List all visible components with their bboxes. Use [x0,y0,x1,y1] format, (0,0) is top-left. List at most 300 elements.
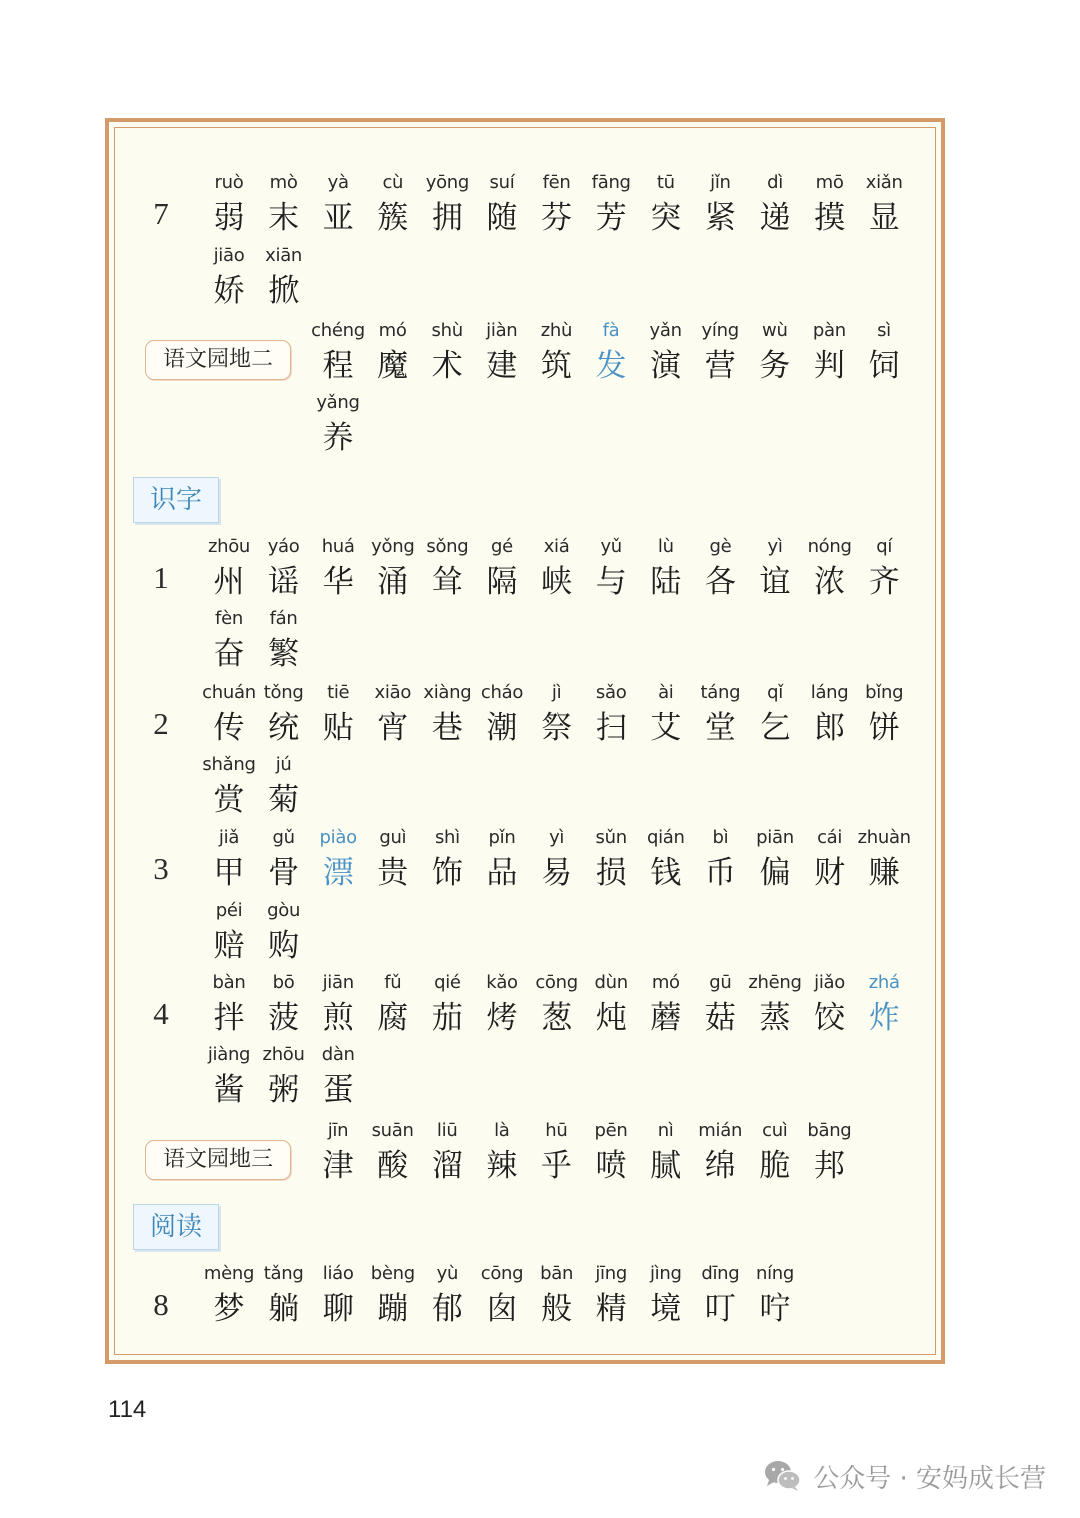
character-cell [583,1261,639,1331]
hanzi: 隔 [486,564,518,600]
pinyin: cù [382,172,404,193]
character-cell [692,534,748,604]
hanzi: 币 [704,855,736,891]
character-cell [419,825,475,895]
character-cell [638,825,694,895]
hanzi: 紧 [704,200,736,236]
hanzi: 郎 [814,710,846,746]
pinyin: jīng [595,1263,627,1284]
pinyin: shǎng [202,754,256,775]
hanzi: 茄 [431,1000,463,1036]
pinyin: sǔn [595,827,627,848]
pinyin: dì [767,172,783,193]
hanzi: 购 [268,928,300,964]
hanzi: 末 [268,200,300,236]
pinyin: nóng [807,536,852,557]
character-cell [528,1118,584,1188]
character-cell [529,534,585,604]
hanzi: 娇 [213,273,245,309]
pinyin: shù [431,320,463,341]
hanzi: 浓 [814,564,846,600]
character-cell [201,534,257,604]
hanzi: 巷 [431,710,463,746]
hanzi: 溜 [431,1148,463,1184]
pinyin: tǒng [263,682,304,703]
hanzi: 邦 [813,1148,845,1184]
hanzi: 煎 [322,1000,354,1036]
hanzi: 养 [322,420,354,456]
pinyin: yà [327,172,349,193]
pinyin: mó [651,972,680,993]
character-cell [310,1042,366,1112]
character-cell [365,680,421,750]
character-cell [310,170,366,240]
watermark [763,1456,1046,1496]
character-cell [365,1261,421,1331]
hanzi: 乎 [540,1148,572,1184]
pinyin: táng [700,682,741,703]
pinyin: bāng [807,1120,852,1141]
character-cell [310,825,366,895]
pinyin: bèng [370,1263,415,1284]
pinyin: cháo [480,682,524,703]
character-cell [747,318,803,388]
hanzi: 潮 [486,710,518,746]
section-tag-reading: 阅读 [133,1204,219,1250]
pinyin: cuì [762,1120,788,1141]
character-cell [529,970,585,1040]
pinyin: gū [709,972,732,993]
pinyin: jìng [649,1263,682,1284]
hanzi: 聊 [322,1291,354,1327]
hanzi: 饺 [814,1000,846,1036]
hanzi: 炸 [868,1000,900,1036]
character-cell [802,170,858,240]
character-cell [638,970,694,1040]
pinyin: nì [657,1120,674,1141]
hanzi: 弱 [213,200,245,236]
hanzi: 易 [541,855,573,891]
hanzi: 郁 [431,1291,463,1327]
character-cell [747,680,803,750]
character-cell [419,170,475,240]
hanzi: 骨 [268,855,300,891]
character-cell [419,1261,475,1331]
hanzi: 繁 [268,636,300,672]
character-cell [692,680,748,750]
pinyin: yǎng [316,392,360,413]
hanzi: 宵 [377,710,409,746]
character-cell [529,680,585,750]
pinyin: péi [215,900,243,921]
section-tag-literacy: 识字 [133,477,219,523]
character-cell [856,170,912,240]
hanzi: 亚 [322,200,354,236]
hanzi: 损 [595,855,627,891]
pinyin: mó [378,320,407,341]
character-cell [529,1261,585,1331]
character-cell [201,606,257,676]
pinyin: pēn [594,1120,628,1141]
character-cell [256,534,312,604]
character-cell [474,825,530,895]
hanzi: 囱 [486,1291,518,1327]
character-cell [474,1261,530,1331]
pinyin: là [494,1120,510,1141]
pinyin: cōng [535,972,578,993]
character-cell [528,318,584,388]
character-cell [856,534,912,604]
character-cell [802,825,858,895]
pinyin: jǐn [710,172,731,193]
character-cell [692,825,748,895]
hanzi: 炖 [595,1000,627,1036]
pinyin: jiān [322,972,354,993]
hanzi: 津 [322,1148,354,1184]
character-cell [474,318,530,388]
pinyin: sì [877,320,891,341]
pinyin: cái [817,827,843,848]
pinyin: yù [436,1263,459,1284]
character-cell [692,970,748,1040]
pinyin: zhēng [748,972,802,993]
character-cell [747,1118,803,1188]
lesson-number: 1 [153,560,169,595]
character-cell [365,825,421,895]
lesson-number: 2 [153,706,169,741]
character-cell [310,534,366,604]
hanzi: 饰 [431,855,463,891]
page-number: 114 [108,1396,147,1423]
pinyin: mò [269,172,298,193]
pinyin: qǐ [767,682,783,703]
hanzi: 判 [813,348,845,384]
pinyin: yíng [701,320,739,341]
hanzi: 咛 [759,1291,791,1327]
hanzi: 赚 [868,855,900,891]
pinyin: jì [551,682,562,703]
hanzi: 务 [759,348,791,384]
hanzi: 华 [322,564,354,600]
pinyin: fèn [215,608,243,629]
hanzi: 演 [650,348,682,384]
hanzi: 饼 [868,710,900,746]
pinyin: jiǎo [814,972,846,993]
pinyin: wù [762,320,788,341]
character-cell [201,680,257,750]
pinyin: tiē [327,682,350,703]
hanzi: 筑 [540,348,572,384]
hanzi: 躺 [268,1291,300,1327]
hanzi: 蒸 [759,1000,791,1036]
pinyin: jiǎ [218,827,240,848]
pinyin: hū [545,1120,568,1141]
pinyin: tū [656,172,675,193]
character-cell [747,970,803,1040]
character-cell [747,1261,803,1331]
hanzi: 建 [486,348,518,384]
hanzi: 般 [541,1291,573,1327]
character-cell [256,1261,312,1331]
hanzi: 芬 [541,200,573,236]
pinyin: gè [709,536,732,557]
pinyin: yǎn [649,320,682,341]
hanzi: 营 [704,348,736,384]
lesson-number: 7 [153,196,169,231]
hanzi: 发 [595,348,627,384]
hanzi: 奋 [213,636,245,672]
character-cell [201,970,257,1040]
hanzi: 梦 [213,1291,245,1327]
character-cell [256,606,312,676]
pinyin: yōng [425,172,470,193]
pinyin: zhù [540,320,573,341]
pinyin: chéng [311,320,365,341]
pinyin: pǐn [488,827,516,848]
pinyin: jiāo [213,245,245,266]
hanzi: 谣 [268,564,300,600]
pinyin: bō [272,972,295,993]
character-cell [583,170,639,240]
pinyin: liū [436,1120,458,1141]
hanzi: 财 [814,855,846,891]
character-cell [802,970,858,1040]
character-cell [692,318,748,388]
character-cell [583,1118,639,1188]
pinyin: dàn [321,1044,355,1065]
character-cell [419,318,475,388]
pinyin: piān [756,827,794,848]
pinyin: sǒng [426,536,469,557]
pinyin: suí [489,172,515,193]
hanzi: 贵 [377,855,409,891]
pinyin: xiāo [374,682,412,703]
hanzi: 菠 [268,1000,300,1036]
pinyin: zhōu [262,1044,305,1065]
pinyin: zhōu [207,536,251,557]
hanzi: 偏 [759,855,791,891]
character-cell [802,534,858,604]
hanzi: 脆 [759,1148,791,1184]
pinyin: fāng [591,172,631,193]
character-cell [856,825,912,895]
lesson-number: 8 [153,1287,169,1322]
hanzi: 拌 [213,1000,245,1036]
character-cell [474,534,530,604]
character-cell [256,243,312,313]
hanzi: 品 [486,855,518,891]
hanzi: 随 [486,200,518,236]
character-cell [419,534,475,604]
pinyin: bàn [212,972,246,993]
pinyin: ài [658,682,674,703]
hanzi: 赏 [213,782,245,818]
hanzi: 贴 [322,710,354,746]
hanzi: 程 [322,348,354,384]
character-cell [310,390,366,460]
pinyin: gé [491,536,513,557]
pinyin: bān [540,1263,574,1284]
character-cell [856,318,912,388]
character-cell [638,170,694,240]
hanzi: 涌 [377,564,409,600]
character-cell [365,970,421,1040]
hanzi: 耸 [431,564,463,600]
hanzi: 辣 [486,1148,518,1184]
hanzi: 拥 [431,200,463,236]
pinyin: yáo [267,536,300,557]
character-cell [419,970,475,1040]
hanzi: 州 [213,564,245,600]
character-cell [365,1118,421,1188]
character-cell [801,1118,857,1188]
character-cell [583,318,639,388]
pinyin: qián [646,827,685,848]
pinyin: bǐng [865,682,904,703]
hanzi: 簇 [377,200,409,236]
hanzi: 突 [650,200,682,236]
pinyin: pàn [812,320,846,341]
pinyin: kǎo [486,972,518,993]
pinyin: xiàng [423,682,472,703]
hanzi: 与 [595,564,627,600]
character-cell [529,825,585,895]
hanzi: 菊 [268,782,300,818]
character-cell [474,170,530,240]
character-cell [256,825,312,895]
character-cell [856,680,912,750]
pinyin: mèng [203,1263,255,1284]
hanzi: 酱 [213,1072,245,1108]
hanzi: 钱 [650,855,682,891]
character-cell [474,970,530,1040]
character-cell [201,752,257,822]
hanzi: 烤 [486,1000,518,1036]
pinyin: piào [319,827,357,848]
hanzi: 蛋 [322,1072,354,1108]
wechat-icon [763,1459,803,1493]
hanzi: 腻 [650,1148,682,1184]
pinyin: lù [657,536,674,557]
pinyin: yì [767,536,783,557]
character-cell [310,1261,366,1331]
pinyin: fǔ [384,972,402,993]
garden-tag: 语文园地二 [145,340,291,380]
character-cell [419,680,475,750]
character-cell [365,170,421,240]
pinyin: dùn [594,972,628,993]
hanzi: 境 [650,1291,682,1327]
character-cell [310,318,366,388]
character-cell [692,170,748,240]
pinyin: huá [321,536,355,557]
character-cell [201,1042,257,1112]
hanzi: 粥 [268,1072,300,1108]
character-cell [474,680,530,750]
pinyin: zhá [868,972,900,993]
pinyin: gòu [267,900,301,921]
pinyin: zhuàn [857,827,911,848]
character-cell [201,170,257,240]
garden-tag: 语文园地三 [145,1140,291,1180]
pinyin: cōng [480,1263,524,1284]
pinyin: fà [602,320,620,341]
character-cell [201,825,257,895]
watermark-text: 公众号 · 安妈成长营 [813,1463,1046,1494]
pinyin: tǎng [263,1263,304,1284]
pinyin: xiǎn [865,172,903,193]
pinyin: xiān [265,245,303,266]
pinyin: jīn [327,1120,349,1141]
pinyin: dīng [701,1263,740,1284]
hanzi: 芳 [595,200,627,236]
hanzi: 祭 [541,710,573,746]
pinyin: láng [810,682,849,703]
pinyin: jiàng [207,1044,251,1065]
character-cell [856,970,912,1040]
pinyin: guì [379,827,407,848]
character-cell [256,898,312,968]
hanzi: 叮 [704,1291,736,1327]
hanzi: 各 [704,564,736,600]
character-cell [638,680,694,750]
character-cell [256,1042,312,1112]
hanzi: 葱 [541,1000,573,1036]
hanzi: 酸 [377,1148,409,1184]
pinyin: suān [371,1120,414,1141]
pinyin: xiá [543,536,570,557]
hanzi: 摸 [814,200,846,236]
hanzi: 艾 [650,710,682,746]
hanzi: 菇 [704,1000,736,1036]
hanzi: 显 [868,200,900,236]
character-cell [692,1118,748,1188]
character-cell [583,534,639,604]
hanzi: 赔 [213,928,245,964]
character-cell [201,243,257,313]
lesson-number: 3 [153,851,169,886]
character-cell [529,170,585,240]
character-cell [802,680,858,750]
character-cell [365,534,421,604]
pinyin: yǔ [600,536,622,557]
character-cell [474,1118,530,1188]
character-cell [201,898,257,968]
pinyin: qié [434,972,461,993]
character-cell [310,970,366,1040]
pinyin: yì [549,827,565,848]
character-cell [419,1118,475,1188]
pinyin: jú [275,754,292,775]
pinyin: fán [269,608,298,629]
character-cell [256,752,312,822]
hanzi: 谊 [759,564,791,600]
pinyin: yǒng [371,536,415,557]
character-cell [747,534,803,604]
hanzi: 甲 [213,855,245,891]
hanzi: 乞 [759,710,791,746]
hanzi: 陆 [650,564,682,600]
character-cell [256,680,312,750]
hanzi: 绵 [704,1148,736,1184]
pinyin: bì [712,827,729,848]
pinyin: gǔ [272,827,295,848]
character-cell [692,1261,748,1331]
character-cell [201,1261,257,1331]
hanzi: 蘑 [650,1000,682,1036]
pinyin: mián [698,1120,743,1141]
character-cell [638,1118,694,1188]
